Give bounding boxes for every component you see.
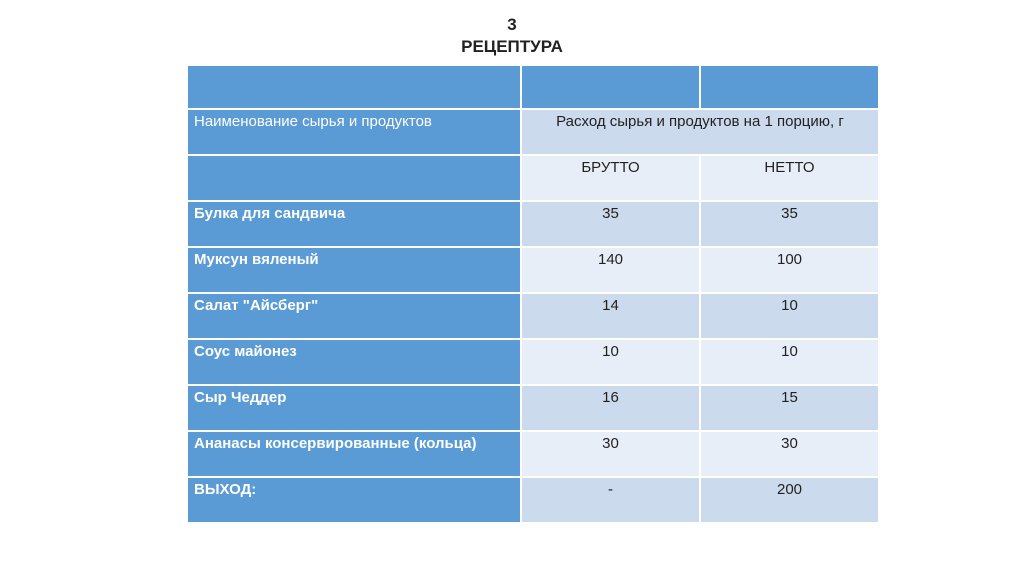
table-row <box>187 385 879 431</box>
subheader-name-cell <box>187 155 521 201</box>
row-brutto: - <box>521 477 700 523</box>
row-netto: 35 <box>700 201 879 247</box>
row-name: Салат "Айсберг" <box>187 293 521 339</box>
page-title <box>0 14 1024 58</box>
row-name: Сыр Чеддер <box>187 385 521 431</box>
row-name: Ананасы консервированные (кольца) <box>187 431 521 477</box>
row-netto: 10 <box>700 293 879 339</box>
row-netto: 10 <box>700 339 879 385</box>
title-text: РЕЦЕПТУРА <box>461 37 563 56</box>
table-row <box>187 201 879 247</box>
row-name: Муксун вяленый <box>187 247 521 293</box>
table-top-row <box>187 65 879 109</box>
row-brutto: 16 <box>521 385 700 431</box>
row-netto: 100 <box>700 247 879 293</box>
row-brutto: 30 <box>521 431 700 477</box>
subheader-netto: НЕТТО <box>700 155 879 201</box>
row-brutto: 10 <box>521 339 700 385</box>
header-usage-cell: Расход сырья и продуктов на 1 порцию, г <box>521 109 879 155</box>
row-netto: 200 <box>700 477 879 523</box>
subheader-row <box>187 155 879 201</box>
table-row <box>187 247 879 293</box>
row-netto: 30 <box>700 431 879 477</box>
top-cell-brutto <box>521 65 700 109</box>
subheader-brutto: БРУТТО <box>521 155 700 201</box>
table-row <box>187 293 879 339</box>
title-number: 3 <box>507 15 517 34</box>
table-row <box>187 431 879 477</box>
row-brutto: 140 <box>521 247 700 293</box>
table-row <box>187 339 879 385</box>
row-name: Булка для сандвича <box>187 201 521 247</box>
header-name-cell: Наименование сырья и продуктов <box>187 109 521 155</box>
recipe-table <box>186 64 880 524</box>
header-row <box>187 109 879 155</box>
top-cell-name <box>187 65 521 109</box>
row-name: ВЫХОД: <box>187 477 521 523</box>
top-cell-netto <box>700 65 879 109</box>
row-brutto: 35 <box>521 201 700 247</box>
row-netto: 15 <box>700 385 879 431</box>
row-brutto: 14 <box>521 293 700 339</box>
row-name: Соус майонез <box>187 339 521 385</box>
yield-row <box>187 477 879 523</box>
